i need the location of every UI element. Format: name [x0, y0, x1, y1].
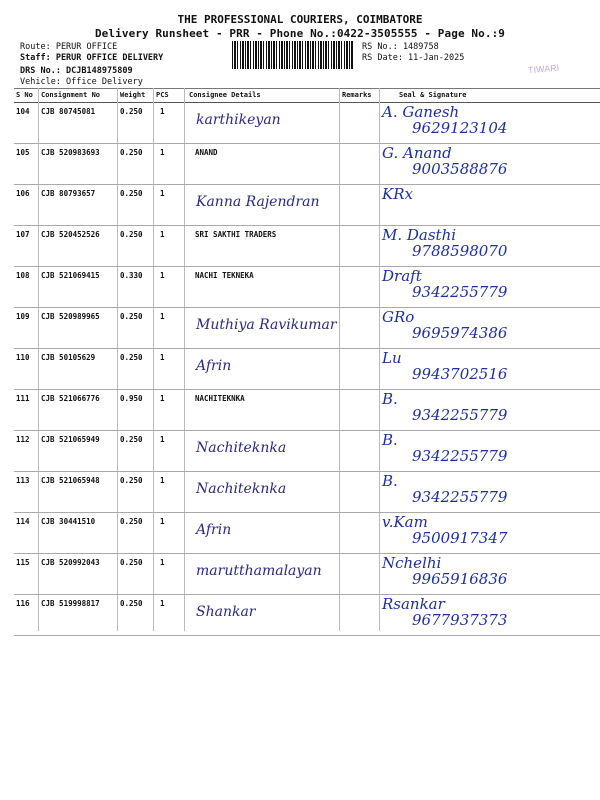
- serial-no: 111: [16, 394, 30, 403]
- table-row: [14, 430, 600, 472]
- col-weight: Weight: [120, 91, 146, 99]
- table-row: [14, 307, 600, 349]
- pcs-value: 1: [160, 312, 165, 321]
- consignee-handwritten: Shankar: [196, 604, 256, 620]
- signature-phone: 9695974386: [412, 324, 508, 342]
- table-row: [14, 266, 600, 308]
- consignment-no: CJB 520452526: [41, 230, 100, 239]
- consignee-handwritten: Muthiya Ravikumar: [196, 317, 337, 333]
- pcs-value: 1: [160, 517, 165, 526]
- col-sno: S No: [16, 91, 33, 99]
- pcs-value: 1: [160, 353, 165, 362]
- staff-text: Staff: PERUR OFFICE DELIVERY: [20, 53, 164, 63]
- weight-value: 0.250: [120, 189, 143, 198]
- col-consignee: Consignee Details: [189, 91, 261, 99]
- serial-no: 114: [16, 517, 30, 526]
- table-row: [14, 553, 600, 595]
- route-text: Route: PERUR OFFICE: [20, 42, 118, 52]
- consignment-no: CJB 520989965: [41, 312, 100, 321]
- table-row: [14, 471, 600, 513]
- weight-value: 0.250: [120, 148, 143, 157]
- weight-value: 0.250: [120, 107, 143, 116]
- pcs-value: 1: [160, 476, 165, 485]
- consignment-no: CJB 520992043: [41, 558, 100, 567]
- table-row: [14, 102, 600, 144]
- consignee-handwritten: karthikeyan: [196, 112, 281, 128]
- runsheet-table: [14, 88, 600, 631]
- signature-name: Lu: [382, 349, 402, 367]
- table-header: [14, 88, 600, 103]
- serial-no: 110: [16, 353, 30, 362]
- weight-value: 0.250: [120, 558, 143, 567]
- col-consignment: Consignment No: [41, 91, 101, 99]
- signature-phone: 9500917347: [412, 529, 508, 547]
- serial-no: 115: [16, 558, 30, 567]
- weight-value: 0.250: [120, 476, 143, 485]
- consignment-no: CJB 521069415: [41, 271, 100, 280]
- consignment-no: CJB 520983693: [41, 148, 100, 157]
- weight-value: 0.250: [120, 435, 143, 444]
- pcs-value: 1: [160, 230, 165, 239]
- consignee-handwritten: Kanna Rajendran: [196, 194, 320, 210]
- consignment-no: CJB 521065949: [41, 435, 100, 444]
- consignee-printed: NACHITEKNKA: [195, 394, 245, 403]
- col-remarks: Remarks: [342, 91, 372, 99]
- vehicle-text: Vehicle: Office Delivery: [20, 77, 143, 87]
- consignee-handwritten: Nachiteknka: [196, 440, 287, 456]
- signature-phone: 9965916836: [412, 570, 508, 588]
- serial-no: 107: [16, 230, 30, 239]
- signature-name: KRx: [382, 185, 413, 203]
- pcs-value: 1: [160, 189, 165, 198]
- table-row: [14, 348, 600, 390]
- table-row: [14, 594, 600, 636]
- serial-no: 108: [16, 271, 30, 280]
- signature-phone: 9943702516: [412, 365, 508, 383]
- signature-name: G. Anand: [382, 144, 452, 162]
- weight-value: 0.250: [120, 517, 143, 526]
- rs-date: RS Date: 11-Jan-2025: [362, 53, 465, 63]
- consignee-printed: ANAND: [195, 148, 218, 157]
- pcs-value: 1: [160, 107, 165, 116]
- signature-name: B.: [382, 472, 398, 490]
- consignment-no: CJB 80793657: [41, 189, 96, 198]
- table-row: [14, 143, 600, 185]
- runsheet-subtitle: Delivery Runsheet - PRR - Phone No.:0422-3505555 - Page No.:9: [94, 27, 506, 40]
- consignee-handwritten: Afrin: [196, 522, 232, 538]
- serial-no: 113: [16, 476, 30, 485]
- signature-phone: 9629123104: [412, 119, 508, 137]
- consignment-no: CJB 50105629: [41, 353, 96, 362]
- pcs-value: 1: [160, 271, 165, 280]
- signature-name: Rsankar: [382, 595, 445, 613]
- signature-name: M. Dasthi: [382, 226, 457, 244]
- signature-phone: 9677937373: [412, 611, 508, 629]
- drs-number: DRS No.: DCJB148975809: [20, 66, 133, 76]
- signature-phone: 9342255779: [412, 447, 508, 465]
- weight-value: 0.330: [120, 271, 143, 280]
- pcs-value: 1: [160, 148, 165, 157]
- table-row: [14, 184, 600, 226]
- consignee-printed: NACHI TEKNEKA: [195, 271, 254, 280]
- signature-phone: 9003588876: [412, 160, 508, 178]
- consignment-no: CJB 521065948: [41, 476, 100, 485]
- serial-no: 109: [16, 312, 30, 321]
- signature-phone: 9788598070: [412, 242, 508, 260]
- ink-stamp: TIWARI: [527, 62, 560, 76]
- consignment-no: CJB 521066776: [41, 394, 100, 403]
- serial-no: 106: [16, 189, 30, 198]
- rs-number: RS No.: 1489758: [362, 42, 439, 52]
- weight-value: 0.250: [120, 230, 143, 239]
- consignment-no: CJB 80745081: [41, 107, 96, 116]
- consignment-no: CJB 30441510: [41, 517, 96, 526]
- signature-name: v.Kam: [382, 513, 428, 531]
- signature-name: Draft: [382, 267, 422, 285]
- signature-phone: 9342255779: [412, 283, 508, 301]
- company-title: THE PROFESSIONAL COURIERS, COIMBATORE: [177, 13, 423, 26]
- weight-value: 0.250: [120, 312, 143, 321]
- serial-no: 116: [16, 599, 30, 608]
- serial-no: 112: [16, 435, 30, 444]
- table-row: [14, 225, 600, 267]
- signature-name: GRo: [382, 308, 415, 326]
- weight-value: 0.250: [120, 599, 143, 608]
- signature-name: A. Ganesh: [382, 103, 460, 121]
- table-row: [14, 512, 600, 554]
- weight-value: 0.950: [120, 394, 143, 403]
- signature-phone: 9342255779: [412, 488, 508, 506]
- signature-phone: 9342255779: [412, 406, 508, 424]
- col-signature: Seal & Signature: [399, 91, 467, 99]
- signature-name: Nchelhi: [382, 554, 442, 572]
- weight-value: 0.250: [120, 353, 143, 362]
- pcs-value: 1: [160, 394, 165, 403]
- pcs-value: 1: [160, 599, 165, 608]
- signature-name: B.: [382, 390, 398, 408]
- consignee-handwritten: marutthamalayan: [196, 563, 322, 579]
- consignment-no: CJB 519998817: [41, 599, 100, 608]
- pcs-value: 1: [160, 435, 165, 444]
- pcs-value: 1: [160, 558, 165, 567]
- consignee-handwritten: Nachiteknka: [196, 481, 287, 497]
- table-row: [14, 389, 600, 431]
- consignee-handwritten: Afrin: [196, 358, 232, 374]
- serial-no: 104: [16, 107, 30, 116]
- barcode-image: [232, 41, 354, 69]
- signature-name: B.: [382, 431, 398, 449]
- consignee-printed: SRI SAKTHI TRADERS: [195, 230, 277, 239]
- col-pcs: PCS: [156, 91, 169, 99]
- serial-no: 105: [16, 148, 30, 157]
